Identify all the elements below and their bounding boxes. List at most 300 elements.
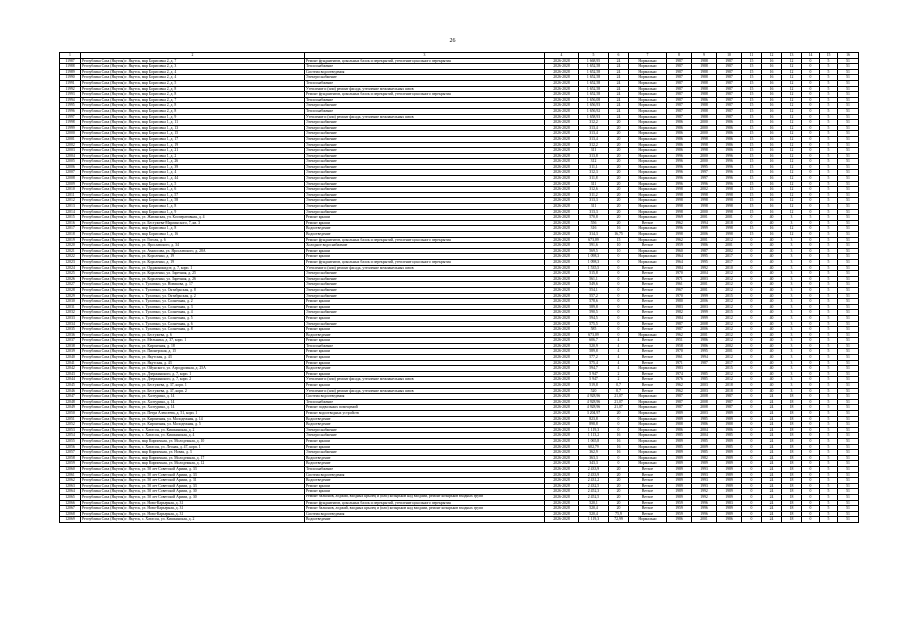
table-cell: 0 xyxy=(802,338,820,344)
table-cell: 24 xyxy=(762,422,782,428)
table-cell: 51 xyxy=(838,332,859,338)
table-cell: 0 xyxy=(802,478,820,484)
table-cell: Система водоотведения xyxy=(305,511,545,517)
table-cell: Водоотведение xyxy=(305,366,545,372)
table-cell: Республика Саха (Якутия) г. Якутск, с. Тулагино, ул. Октябрьская, д. 8 xyxy=(81,287,305,293)
table-cell: 3 204,97 xyxy=(579,411,609,417)
table-cell: 16 xyxy=(762,114,782,120)
table-cell: 5 xyxy=(820,394,838,400)
table-cell: Электроснабжение xyxy=(305,164,545,170)
table-cell: 2003 xyxy=(692,411,717,417)
table-cell: 24 xyxy=(762,455,782,461)
table-cell: 51 xyxy=(838,271,859,277)
table-cell: 20 xyxy=(609,120,629,126)
table-cell: Нормально xyxy=(629,254,667,260)
table-cell: Утепление и (или) ремонт фасада, утепление межпанельных швов xyxy=(305,388,545,394)
table-cell: 12030 xyxy=(60,299,81,305)
table-cell: 2026-2028 xyxy=(545,388,579,394)
table-cell: 2026-2028 xyxy=(545,198,579,204)
table-cell: 0 xyxy=(802,192,820,198)
table-cell: 12016 xyxy=(60,220,81,226)
table-cell: Ветхое xyxy=(629,265,667,271)
table-cell: 1989 xyxy=(717,455,742,461)
table-cell: 1988 xyxy=(667,422,692,428)
table-cell: Республика Саха (Якутия) г. Якутск, мкр Борисовка 1, д. 5 xyxy=(81,181,305,187)
table-cell: 4 928,96 xyxy=(579,399,609,405)
table-cell: Республика Саха (Якутия) г. Якутск, ул. Ново-Карьерная, д. 31 xyxy=(81,506,305,512)
table-cell: 1989 xyxy=(717,416,742,422)
column-number-cell: 7 xyxy=(629,53,667,59)
table-cell: 2012 xyxy=(717,276,742,282)
table-cell: 0 xyxy=(802,366,820,372)
table-cell: 1992 xyxy=(692,494,717,500)
table-cell: 12013 xyxy=(60,204,81,210)
table-cell: 16 xyxy=(609,226,629,232)
table-cell: Электроснабжение xyxy=(305,120,545,126)
table-cell: 1987 xyxy=(717,64,742,70)
table-cell: 12028 xyxy=(60,287,81,293)
table-cell: 1986 xyxy=(667,125,692,131)
table-cell: 0 xyxy=(802,176,820,182)
table-cell: 1984 xyxy=(667,265,692,271)
table-cell: 51 xyxy=(838,92,859,98)
table-cell: 11996 xyxy=(60,108,81,114)
table-cell: 12011 xyxy=(60,192,81,198)
table-cell: Республика Саха (Якутия) г. Якутск, с. Тулагино, ул. Солнечная, д. 6 xyxy=(81,321,305,327)
table-cell: 0 xyxy=(802,232,820,238)
table-cell: 5 xyxy=(820,287,838,293)
table-cell: Республика Саха (Якутия) г. Якутск, ул. Халтурина, д. 14 xyxy=(81,394,305,400)
table-cell: 12 xyxy=(782,69,802,75)
table-cell: 12046 xyxy=(60,388,81,394)
table-cell: 12036 xyxy=(60,332,81,338)
table-cell: 51 xyxy=(838,209,859,215)
table-cell: 1987 xyxy=(667,108,692,114)
table-cell: 0 xyxy=(742,472,762,478)
table-cell: 40 xyxy=(762,304,782,310)
table-cell: 12 xyxy=(782,114,802,120)
table-cell: 16 xyxy=(762,153,782,159)
table-cell: 1996 xyxy=(667,181,692,187)
table-cell: 12003 xyxy=(60,148,81,154)
table-cell: Электроснабжение xyxy=(305,125,545,131)
table-cell: Нормально xyxy=(629,248,667,254)
table-cell: Ветхое xyxy=(629,304,667,310)
table-cell: 1989 xyxy=(667,461,692,467)
table-cell: 1989 xyxy=(717,438,742,444)
table-cell: Утепление и (или) ремонт фасада, утепление межпанельных швов xyxy=(305,86,545,92)
table-cell: 602,79 xyxy=(579,444,609,450)
table-cell: 18 xyxy=(782,478,802,484)
table-cell: 1988 xyxy=(717,422,742,428)
table-cell: 16 xyxy=(762,159,782,165)
table-cell: 0 xyxy=(609,265,629,271)
table-cell: Республика Саха (Якутия) г. Якутск, ул. Бестужева, д. 37, корп. 1 xyxy=(81,383,305,389)
table-cell: 24 xyxy=(762,405,782,411)
table-cell: 673,09 xyxy=(579,237,609,243)
table-cell: 3 xyxy=(782,276,802,282)
table-cell: 2012 xyxy=(717,332,742,338)
table-cell: 3 xyxy=(782,315,802,321)
table-cell: Республика Саха (Якутия) г. Якутск, мкр Борисовка 1, д. 17 xyxy=(81,136,305,142)
table-cell: Электроснабжение xyxy=(305,282,545,288)
table-cell: 0 xyxy=(742,321,762,327)
table-cell: 1989 xyxy=(667,489,692,495)
table-cell: 12022 xyxy=(60,254,81,260)
table-cell: 5 xyxy=(820,366,838,372)
table-cell: 2001 xyxy=(717,349,742,355)
table-cell: 0 xyxy=(802,187,820,193)
table-cell: Водоотведение xyxy=(305,232,545,238)
table-cell: 0 xyxy=(802,293,820,299)
table-cell: 0 xyxy=(609,321,629,327)
column-number-cell: 13 xyxy=(782,53,802,59)
table-cell: 2 452,5 xyxy=(579,494,609,500)
table-cell: 0 xyxy=(742,343,762,349)
table-cell: 1993 xyxy=(692,472,717,478)
table-cell: 0 xyxy=(802,181,820,187)
table-cell: 5 xyxy=(820,271,838,277)
table-cell: 1993 xyxy=(692,483,717,489)
table-cell: 51 xyxy=(838,450,859,456)
table-cell: 2026-2028 xyxy=(545,164,579,170)
table-cell: 2026-2028 xyxy=(545,506,579,512)
table-cell: 5 xyxy=(820,86,838,92)
table-cell: 2026-2028 xyxy=(545,411,579,417)
table-cell: 520,4 xyxy=(579,506,609,512)
table-cell: 1989 xyxy=(717,489,742,495)
table-cell: 51 xyxy=(838,136,859,142)
table-cell: 1998 xyxy=(667,209,692,215)
table-cell: Ветхое xyxy=(629,506,667,512)
table-cell: 0 xyxy=(802,148,820,154)
table-cell: 2000 xyxy=(692,131,717,137)
table-cell: 2018 xyxy=(717,388,742,394)
table-cell: 24 xyxy=(609,75,629,81)
table-cell: Теплоснабжение xyxy=(305,97,545,103)
table-cell: Ветхое xyxy=(629,299,667,305)
table-cell: 1962 xyxy=(667,237,692,243)
table-cell: Нормально xyxy=(629,148,667,154)
table-cell: 2026-2028 xyxy=(545,489,579,495)
table-cell: 51 xyxy=(838,215,859,221)
table-cell: 1 098,3 xyxy=(579,259,609,265)
table-cell: 2 433,9 xyxy=(579,472,609,478)
table-cell: 5 xyxy=(820,215,838,221)
table-cell: 2026-2028 xyxy=(545,103,579,109)
table-cell: 51 xyxy=(838,103,859,109)
table-cell: 51 xyxy=(838,494,859,500)
table-cell: 12058 xyxy=(60,455,81,461)
table-cell: Республика Саха (Якутия) г. Якутск, мкр Борисовка 2, д. 8 xyxy=(81,86,305,92)
table-cell: 0 xyxy=(609,427,629,433)
table-cell: 18 xyxy=(782,427,802,433)
table-cell: 12 xyxy=(782,192,802,198)
table-cell: Республика Саха (Якутия) г. Якутск, ул. Кирпичная, ул. Молодежная, д. 5 xyxy=(81,422,305,428)
table-cell: 15 xyxy=(742,153,762,159)
table-cell: 1 113,2 xyxy=(579,433,609,439)
table-cell: 12 xyxy=(782,153,802,159)
table-cell: 585 xyxy=(579,327,609,333)
table-cell: 12007 xyxy=(60,170,81,176)
table-cell: 51 xyxy=(838,265,859,271)
table-cell: 12052 xyxy=(60,422,81,428)
table-cell: 0 xyxy=(742,455,762,461)
table-cell: 24 xyxy=(762,461,782,467)
table-cell: 5 xyxy=(820,315,838,321)
table-cell: 1961 xyxy=(667,355,692,361)
table-cell: Система водоотведения xyxy=(305,472,545,478)
table-cell: 0 xyxy=(802,411,820,417)
table-cell: 0 xyxy=(802,248,820,254)
table-cell: 2026-2028 xyxy=(545,315,579,321)
table-cell: 51 xyxy=(838,243,859,249)
table-cell: 5 xyxy=(820,349,838,355)
table-cell: Республика Саха (Якутия) г. Якутск, мкр Борисовка 1, д. 4 xyxy=(81,170,305,176)
table-cell: Ветхое xyxy=(629,483,667,489)
table-cell: 2026-2028 xyxy=(545,338,579,344)
table-cell: Нормально xyxy=(629,108,667,114)
table-cell: 51 xyxy=(838,159,859,165)
table-cell: 0 xyxy=(802,405,820,411)
table-cell: 40 xyxy=(762,388,782,394)
table-cell: 40 xyxy=(762,282,782,288)
table-cell: 2026-2028 xyxy=(545,259,579,265)
table-cell: Республика Саха (Якутия) г. Якутск, мкр Борисовка 1, д. 44 xyxy=(81,176,305,182)
table-cell: 5 xyxy=(820,187,838,193)
table-cell: 1999 xyxy=(692,226,717,232)
table-cell: 51 xyxy=(838,466,859,472)
table-cell: 15 xyxy=(742,159,762,165)
table-cell: Республика Саха (Якутия) г. Якутск, мкр Борисовка 1, д. 26 xyxy=(81,159,305,165)
table-cell: Нормально xyxy=(629,131,667,137)
table-cell: 1986 xyxy=(667,120,692,126)
table-cell: 3 xyxy=(782,287,802,293)
table-cell: Республика Саха (Якутия) г. Якутск, ул. Бестужева, д. 6 xyxy=(81,332,305,338)
table-cell: 0 xyxy=(742,254,762,260)
table-cell: 12055 xyxy=(60,438,81,444)
table-cell: 589,8 xyxy=(579,304,609,310)
table-cell: 3 xyxy=(782,254,802,260)
table-cell: 1951 xyxy=(667,338,692,344)
table-cell: 21,07 xyxy=(609,394,629,400)
table-cell: 1987 xyxy=(692,248,717,254)
table-cell: 40 xyxy=(762,310,782,316)
table-cell: 2012 xyxy=(717,321,742,327)
table-cell: 20 xyxy=(609,506,629,512)
column-number-cell: 11 xyxy=(742,53,762,59)
table-cell: 0 xyxy=(742,399,762,405)
table-cell: Ветхое xyxy=(629,271,667,277)
table-cell: 5 xyxy=(820,64,838,70)
table-cell: 51 xyxy=(838,114,859,120)
table-cell: 2026-2028 xyxy=(545,327,579,333)
table-cell: 1959 xyxy=(667,500,692,506)
table-cell: 2012 xyxy=(717,237,742,243)
table-cell: 20 xyxy=(609,204,629,210)
table-cell: 11993 xyxy=(60,92,81,98)
table-cell: Теплоснабжение xyxy=(305,80,545,86)
column-number-cell: 4 xyxy=(545,53,579,59)
table-cell: 2012 xyxy=(717,338,742,344)
table-cell: Ветхое xyxy=(629,276,667,282)
table-cell: Ремонт крыши xyxy=(305,360,545,366)
table-cell: 18 xyxy=(782,511,802,517)
table-cell: 1988 xyxy=(692,103,717,109)
table-cell: 1999 xyxy=(692,293,717,299)
table-cell: 1986 xyxy=(692,422,717,428)
table-cell: Электроснабжение xyxy=(305,271,545,277)
table-cell: 12 xyxy=(782,92,802,98)
table-cell: 1980 xyxy=(667,299,692,305)
table-cell: 3 xyxy=(782,248,802,254)
table-cell: Ветхое xyxy=(629,282,667,288)
table-cell: 0 xyxy=(802,388,820,394)
table-cell: 51 xyxy=(838,299,859,305)
table-cell: 362,9 xyxy=(579,450,609,456)
table-cell: 2018 xyxy=(717,383,742,389)
column-number-cell: 5 xyxy=(579,53,609,59)
table-cell: 5 xyxy=(820,466,838,472)
table-cell: Ремонт крыши xyxy=(305,299,545,305)
table-cell: 12005 xyxy=(60,159,81,165)
table-cell: 0 xyxy=(742,478,762,484)
table-cell: Нормально xyxy=(629,192,667,198)
column-number-cell: 10 xyxy=(717,53,742,59)
table-cell: Республика Саха (Якутия) г. Якутск, с. Тулагино, ул. Октябрьская, д. 2 xyxy=(81,293,305,299)
table-cell: 40 xyxy=(762,321,782,327)
table-cell: 0 xyxy=(802,69,820,75)
table-cell: 1989 xyxy=(667,472,692,478)
table-cell: 0 xyxy=(742,265,762,271)
table-cell: 12 xyxy=(782,136,802,142)
table-cell: Нормально xyxy=(629,332,667,338)
table-cell: 51 xyxy=(838,338,859,344)
table-cell: 5 xyxy=(820,411,838,417)
table-cell: 1996 xyxy=(692,511,717,517)
table-cell: 0 xyxy=(609,299,629,305)
table-cell: 2026-2028 xyxy=(545,243,579,249)
table-cell: 0 xyxy=(609,287,629,293)
table-cell: Республика Саха (Якутия) г. Якутск, мкр Борисовка 1, д. 15 xyxy=(81,131,305,137)
table-cell: 823,8 xyxy=(579,416,609,422)
table-cell: 5 xyxy=(820,355,838,361)
table-cell: Нормально xyxy=(629,125,667,131)
table-cell: 0 xyxy=(742,422,762,428)
table-cell: 2015 xyxy=(717,293,742,299)
table-cell: 0 xyxy=(802,142,820,148)
table-cell: Ветхое xyxy=(629,466,667,472)
table-cell: 1989 xyxy=(717,461,742,467)
table-cell: 0 xyxy=(609,259,629,265)
table-cell: 0 xyxy=(742,237,762,243)
table-cell: Нормально xyxy=(629,92,667,98)
table-cell: 2026-2028 xyxy=(545,399,579,405)
table-cell: 20 xyxy=(609,136,629,142)
table-body xyxy=(60,53,859,523)
table-cell: Водоотведение xyxy=(305,517,545,523)
table-cell: 12047 xyxy=(60,394,81,400)
table-cell: 1994 xyxy=(692,220,717,226)
table-cell: 1998 xyxy=(692,192,717,198)
table-cell: 0 xyxy=(802,80,820,86)
table-cell: 1987 xyxy=(667,64,692,70)
table-cell: 1998 xyxy=(717,226,742,232)
table-cell: 40 xyxy=(762,243,782,249)
table-cell: Электроснабжение xyxy=(305,293,545,299)
table-cell: 561,1 xyxy=(579,276,609,282)
table-cell: Республика Саха (Якутия) г. Якутск, мкр Борисовка 2, д. 7 xyxy=(81,58,305,64)
table-cell: 24 xyxy=(609,114,629,120)
table-cell: 1987 xyxy=(717,405,742,411)
table-cell: 10 xyxy=(609,248,629,254)
table-cell: 594,5 xyxy=(579,315,609,321)
table-cell: Республика Саха (Якутия) г. Якутск, мкр Борисовка 1, д. 39 xyxy=(81,164,305,170)
table-cell: 1996 xyxy=(667,159,692,165)
table-cell: 1 652,58 xyxy=(579,80,609,86)
table-cell: 0 xyxy=(802,450,820,456)
table-cell: 40 xyxy=(762,265,782,271)
table-cell: 1996 xyxy=(717,170,742,176)
table-cell: 51 xyxy=(838,176,859,182)
column-number-cell: 8 xyxy=(667,53,692,59)
table-cell: 3 xyxy=(782,237,802,243)
table-cell: 0 xyxy=(802,304,820,310)
table-cell: Республика Саха (Якутия) г. Якутск, ул. Короленко, ул. Заречная, д. 25 xyxy=(81,271,305,277)
table-cell: 1996 xyxy=(717,159,742,165)
table-cell: Нормально xyxy=(629,422,667,428)
table-cell: 20 xyxy=(609,220,629,226)
table-cell: 16 xyxy=(762,103,782,109)
table-cell: 51 xyxy=(838,399,859,405)
table-cell: Ветхое xyxy=(629,327,667,333)
table-cell: 16 xyxy=(762,86,782,92)
table-cell: 1988 xyxy=(692,69,717,75)
table-cell: 0 xyxy=(802,120,820,126)
table-cell: 2026-2028 xyxy=(545,187,579,193)
table-cell: Республика Саха (Якутия) г. Якутск, ул. Бестужева-Марлинского, 7, кв. 3 xyxy=(81,220,305,226)
table-cell: 0 xyxy=(742,360,762,366)
table-cell: 3 xyxy=(782,299,802,305)
table-cell: 51 xyxy=(838,500,859,506)
table-cell: 51 xyxy=(838,355,859,361)
table-cell: 12 xyxy=(782,97,802,103)
table-cell: 18 xyxy=(782,466,802,472)
table-cell: 51 xyxy=(838,220,859,226)
table-cell: Ветхое xyxy=(629,338,667,344)
table-cell: 5 947 xyxy=(579,377,609,383)
table-cell: 1998 xyxy=(692,136,717,142)
table-cell: 51 xyxy=(838,478,859,484)
table-cell: 2026-2028 xyxy=(545,349,579,355)
table-cell: 2003 xyxy=(692,304,717,310)
table-cell: 12061 xyxy=(60,472,81,478)
table-cell: 2026-2028 xyxy=(545,254,579,260)
table-cell: 1987 xyxy=(667,58,692,64)
table-cell: 20 xyxy=(609,494,629,500)
table-cell: 5 xyxy=(820,478,838,484)
table-cell: 673,09 xyxy=(579,332,609,338)
table-cell: Нормально xyxy=(629,97,667,103)
table-cell: 51 xyxy=(838,181,859,187)
table-cell: 51 xyxy=(838,164,859,170)
table-cell: Электроснабжение xyxy=(305,176,545,182)
table-cell: 1986 xyxy=(667,142,692,148)
table-cell: 2003 xyxy=(692,276,717,282)
table-cell: 0 xyxy=(802,226,820,232)
table-cell: Нормально xyxy=(629,450,667,456)
table-cell: 15 xyxy=(742,58,762,64)
